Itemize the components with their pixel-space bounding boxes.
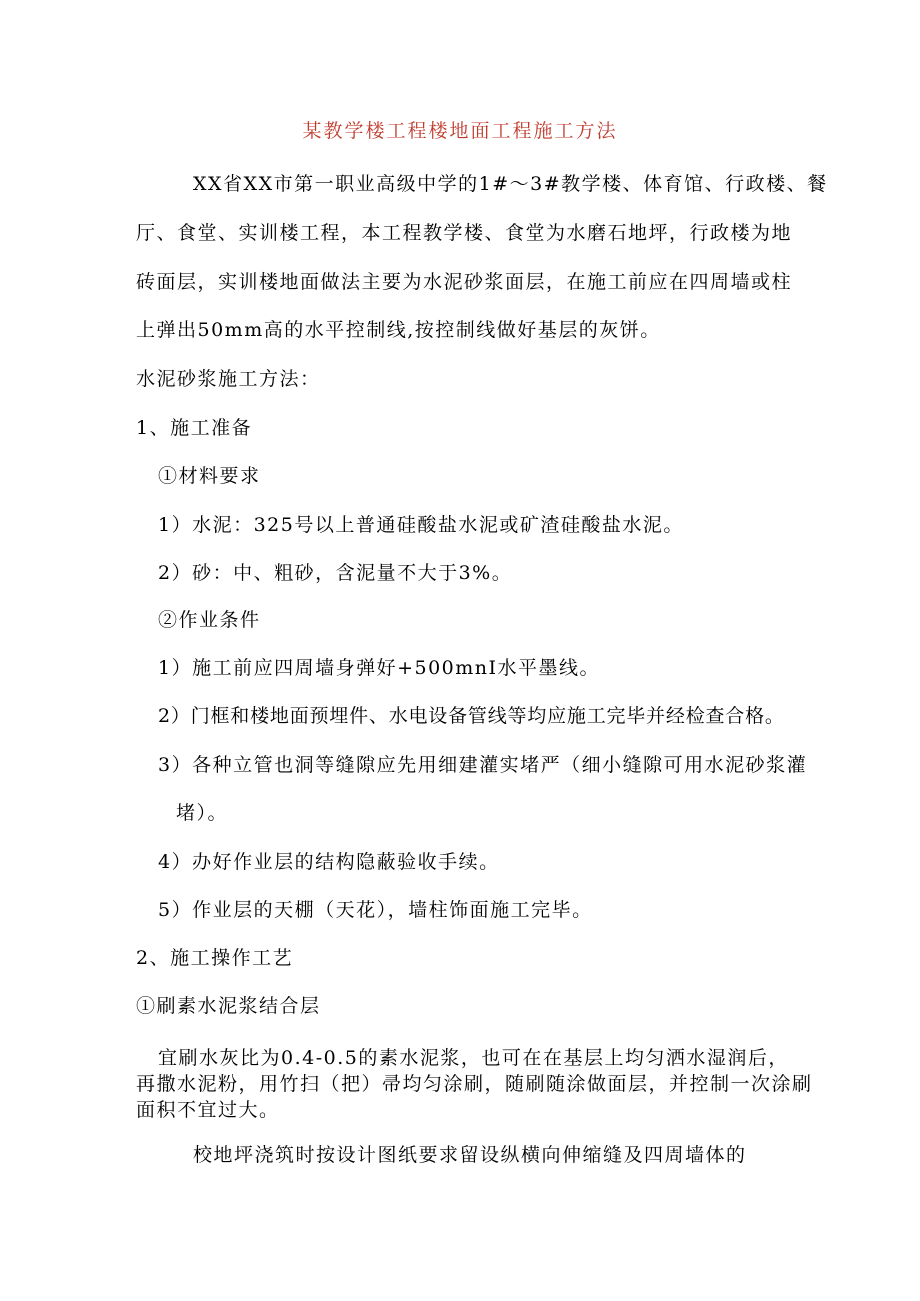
paragraph-line-3: 面积不宜过大。 — [136, 1099, 280, 1121]
list-item: 3）各种立管也洞等缝隙应先用细建灌实堵严（细小缝隙可用水泥砂浆灌 — [158, 754, 808, 776]
intro-line-2: 厅、食堂、实训楼工程，本工程教学楼、食堂为水磨石地坪，行政楼为地 — [136, 222, 793, 244]
intro-line-4: 上弹出50mm高的水平控制线,按控制线做好基层的灰饼。 — [136, 319, 661, 341]
section-2-sub-1: ①刷素水泥浆结合层 — [136, 995, 321, 1017]
list-item-continuation: 堵）。 — [176, 802, 229, 824]
intro-line-1: XX省XX市第一职业高级中学的1#～3#教学楼、体育馆、行政楼、餐 — [193, 173, 828, 195]
list-item: 1）施工前应四周墙身弹好+500mnI水平墨线。 — [158, 657, 601, 679]
list-item: 1）水泥：325号以上普通硅酸盐水泥或矿渣硅酸盐水泥。 — [158, 514, 684, 536]
section-2-title: 2、施工操作工艺 — [136, 947, 294, 969]
section-1-sub-1: ①材料要求 — [158, 465, 261, 487]
list-item: 2）砂：中、粗砂，含泥量不大于3%。 — [158, 562, 513, 584]
list-item: 4）办好作业层的结构隐蔽验收手续。 — [158, 851, 500, 873]
page-title: 某教学楼工程楼地面工程施工方法 — [302, 120, 618, 142]
section-1-sub-2: ②作业条件 — [158, 609, 261, 631]
list-item: 5）作业层的天棚（天花），墙柱饰面施工完毕。 — [158, 899, 593, 921]
intro-line-3: 砖面层，实训楼地面做法主要为水泥砂浆面层，在施工前应在四周墙或柱 — [136, 271, 793, 293]
paragraph-line-1: 宜刷水灰比为0.4-0.5的素水泥浆，也可在在基层上均匀洒水湿润后， — [158, 1047, 789, 1069]
paragraph-line-2: 再撒水泥粉，用竹扫（把）帚均匀涂刷，随刷随涂做面层，并控制一次涂刷 — [136, 1073, 813, 1095]
list-item: 2）门框和楼地面预埋件、水电设备管线等均应施工完毕并经检查合格。 — [158, 705, 785, 727]
section-1-title: 1、施工准备 — [136, 417, 253, 439]
paragraph-last-line: 校地坪浇筑时按设计图纸要求留设纵横向伸缩缝及四周墙体的 — [193, 1144, 747, 1166]
section-heading: 水泥砂浆施工方法： — [136, 368, 321, 390]
